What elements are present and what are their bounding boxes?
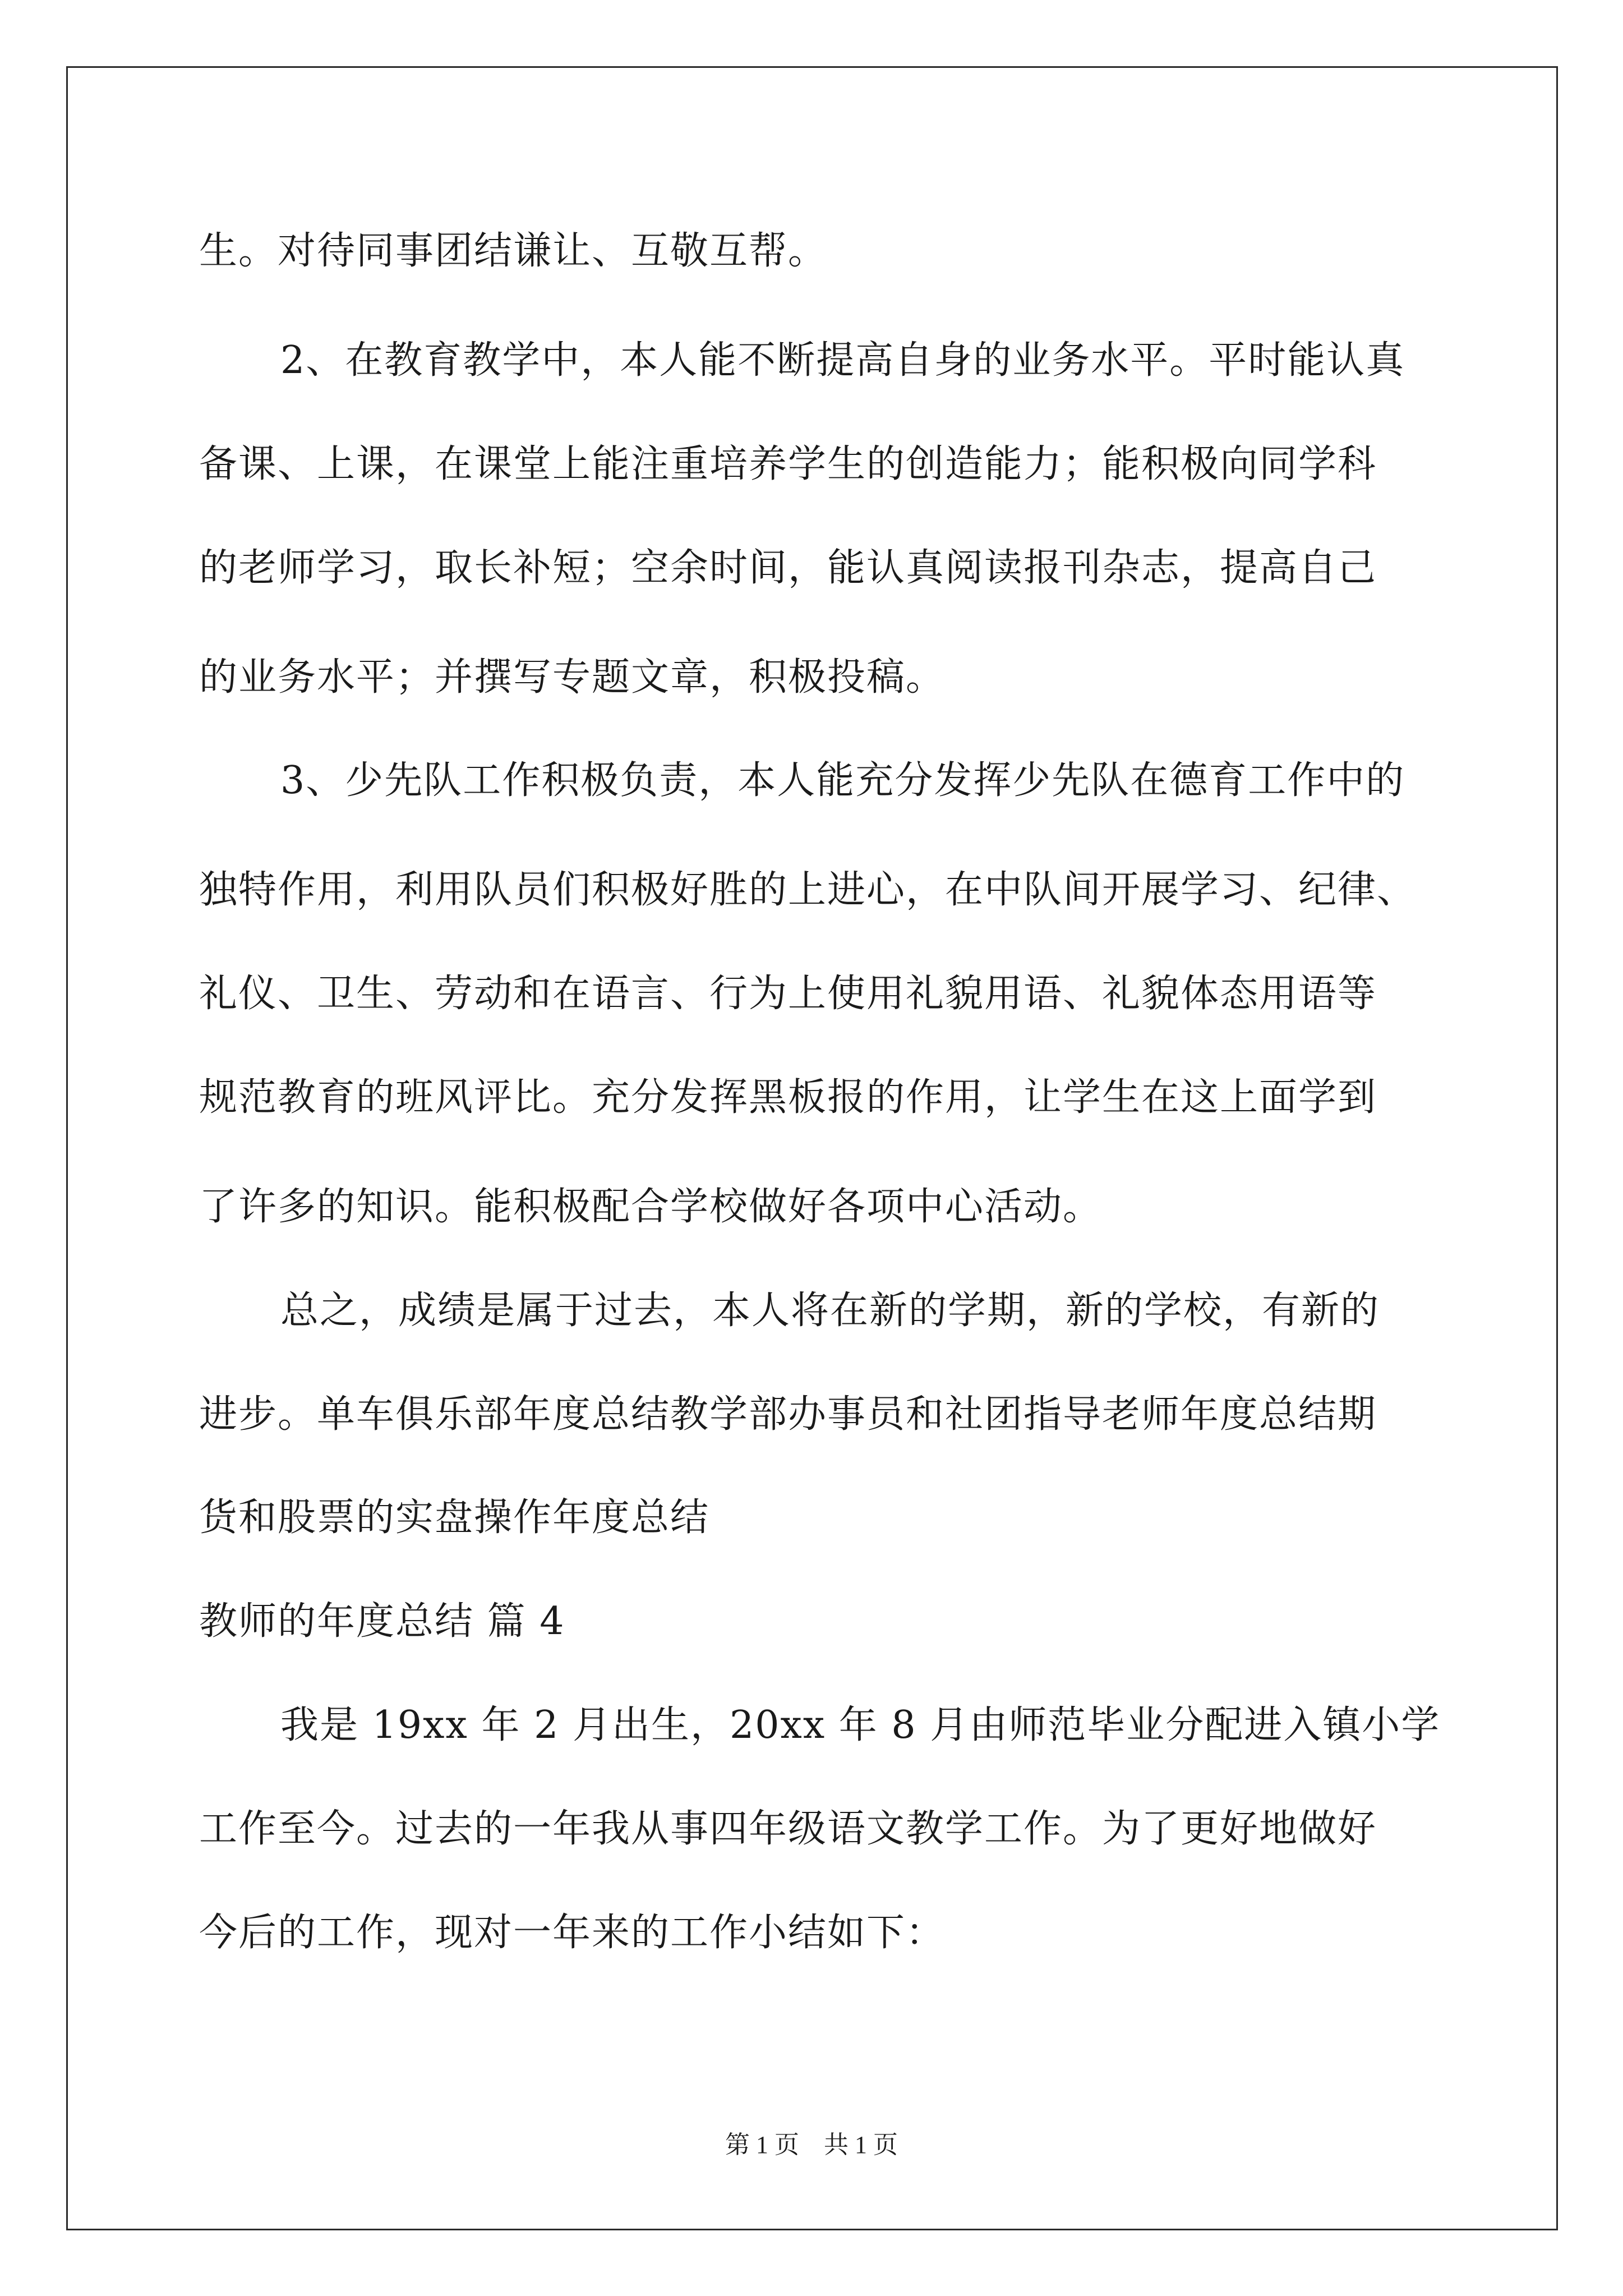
text-line: 3、少先队工作积极负责，本人能充分发挥少先队在德育工作中的 xyxy=(280,758,1405,803)
text-line: 进步。单车俱乐部年度总结教学部办事员和社团指导老师年度总结期 xyxy=(199,1392,1377,1437)
text-line: 生。对待同事团结谦让、互敬互帮。 xyxy=(199,229,828,273)
text-line: 的老师学习，取长补短；空余时间，能认真阅读报刊杂志，提高自己 xyxy=(199,546,1377,590)
text-line: 规范教育的班风评比。充分发挥黑板报的作用，让学生在这上面学到 xyxy=(199,1075,1377,1120)
text-line: 工作至今。过去的一年我从事四年级语文教学工作。为了更好地做好 xyxy=(199,1807,1377,1851)
text-line: 的业务水平；并撰写专题文章，积极投稿。 xyxy=(199,655,946,700)
page-number: 第 1 页 共 1 页 xyxy=(725,2131,898,2159)
text-line: 我是 19xx 年 2 月出生，20xx 年 8 月由师范毕业分配进入镇小学 xyxy=(280,1703,1441,1747)
text-line: 独特作用，利用队员们积极好胜的上进心，在中队间开展学习、纪律、 xyxy=(199,868,1417,912)
text-line: 货和股票的实盘操作年度总结 xyxy=(199,1496,710,1540)
text-line: 礼仪、卫生、劳动和在语言、行为上使用礼貌用语、礼貌体态用语等 xyxy=(199,972,1377,1016)
text-line: 2、在教育教学中，本人能不断提高自身的业务水平。平时能认真 xyxy=(280,338,1405,383)
section-heading: 教师的年度总结 篇 4 xyxy=(199,1599,565,1644)
text-line: 总之，成绩是属于过去，本人将在新的学期，新的学校，有新的 xyxy=(280,1289,1380,1333)
text-line: 今后的工作，现对一年来的工作小结如下： xyxy=(199,1911,946,1955)
page-border xyxy=(66,66,1558,2230)
text-line: 了许多的知识。能积极配合学校做好各项中心活动。 xyxy=(199,1185,1103,1229)
text-line: 备课、上课，在课堂上能注重培养学生的创造能力；能积极向同学科 xyxy=(199,442,1377,486)
